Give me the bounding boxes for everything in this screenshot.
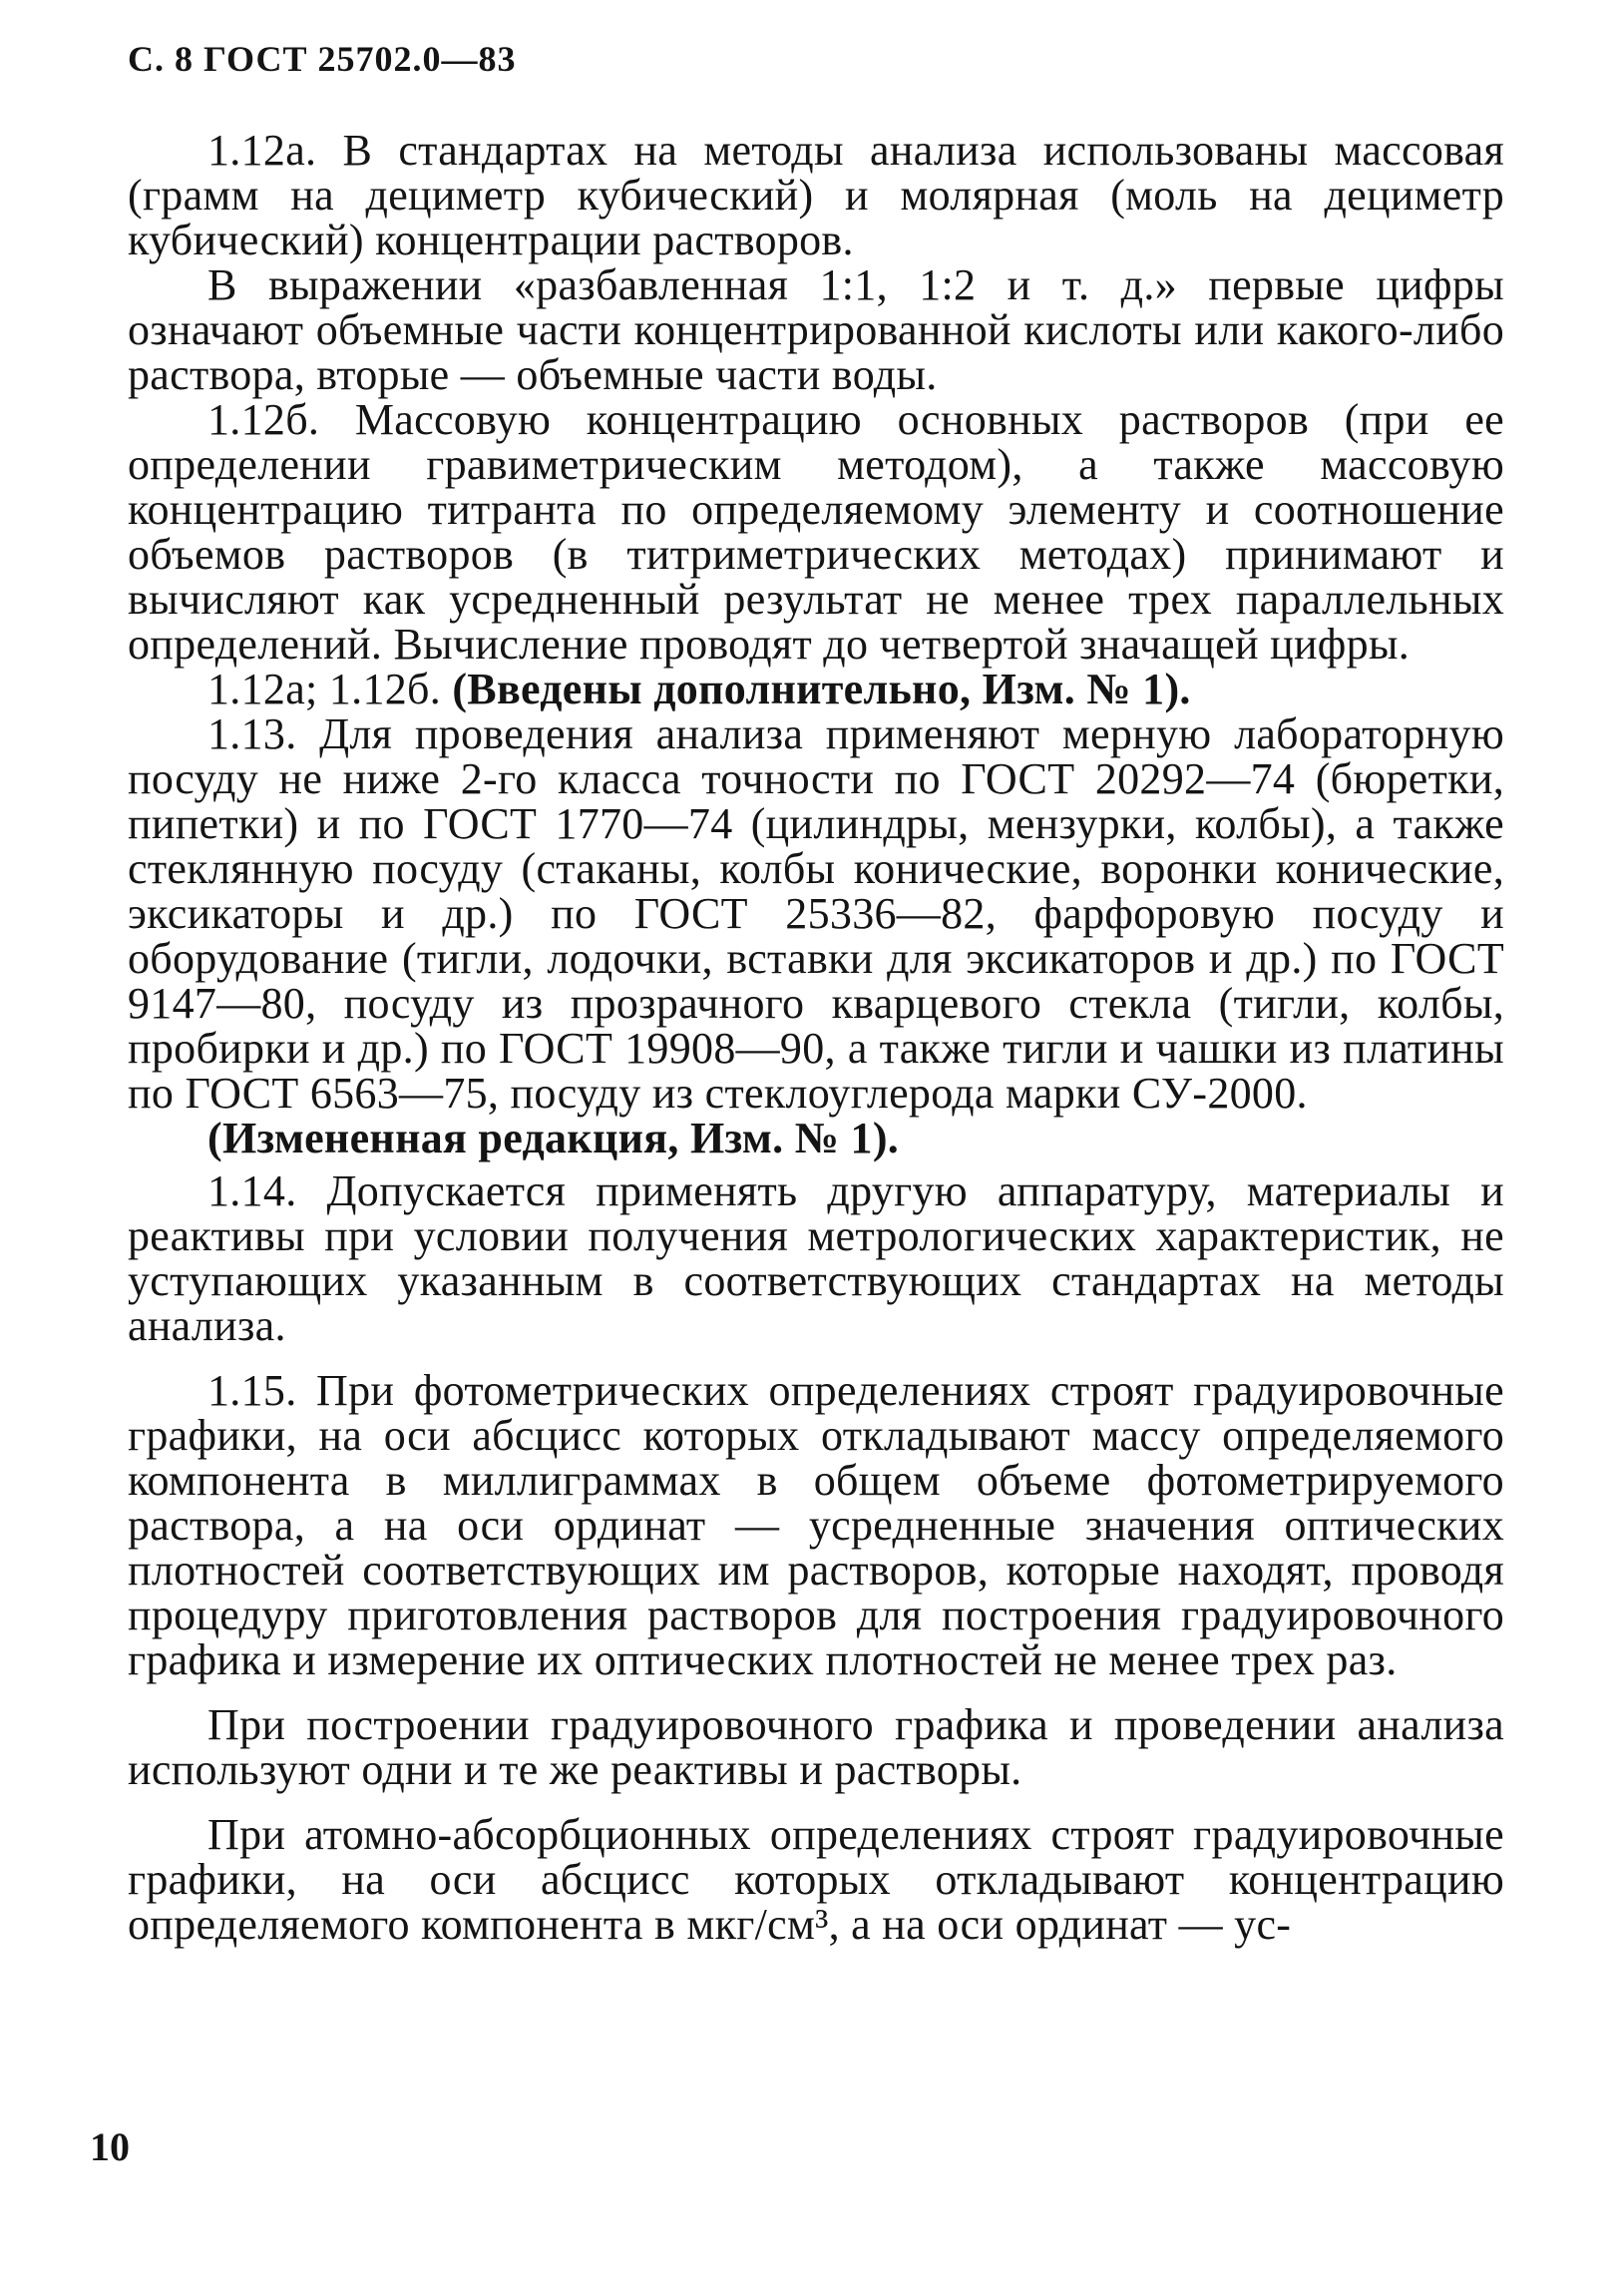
amendment-note-1-bold: (Введены дополнительно, Изм. № 1). <box>452 665 1191 713</box>
amendment-note-1 <box>128 667 1504 711</box>
paragraph-same-reagents: При построении градуировочного графика и проведении анализа используют одни и те же реактивы и растворы. <box>128 1700 1504 1794</box>
amendment-note-2: (Измененная редакция, Изм. № 1). <box>207 1114 900 1162</box>
page-header: С. 8 ГОСТ 25702.0—83 <box>128 39 517 79</box>
page-number: 10 <box>90 2124 130 2169</box>
paragraph-1-12a: 1.12а. В стандартах на методы анализа использованы массовая (грамм на дециметр кубический) и молярная (моль на дециметр кубический) концентрации растворов. <box>128 126 1504 264</box>
document-body <box>128 128 1504 1947</box>
paragraph-1-13: 1.13. Для проведения анализа применяют мерную лабораторную посуду не ниже 2-го класса точности по ГОСТ 20292—74 (бюретки, пипетки) и по ГОСТ 1770—74 (цилиндры, мензурки, колбы), а также стеклянную посуду (стаканы, колбы конические, воронки конические, эксикаторы и др.) по ГОСТ 25336—82, фарфоровую посуду и оборудование (тигли, лодочки, вставки для эксикаторов и др.) по ГОСТ 9147—80, посуду из прозрачного кварцевого стекла (тигли, колбы, пробирки и др.) по ГОСТ 19908—90, а также тигли и чашки из платины по ГОСТ 6563—75, посуду из стеклоуглерода марки СУ-2000. <box>128 709 1504 1118</box>
paragraph-dilution: В выражении «разбавленная 1:1, 1:2 и т. д.» первые цифры означают объемные части концентрированной кислоты или какого-либо раствора, вторые — объемные части воды. <box>128 260 1504 399</box>
paragraph-1-12b: 1.12б. Массовую концентрацию основных растворов (при ее определении гравиметрическим методом), а также массовую концентрацию титранта по определяемому элементу и соотношение объемов растворов (в титриметрических методах) принимают и вычисляют как усредненный результат не менее трех параллельных определений. Вычисление проводят до четвертой значащей цифры. <box>128 395 1504 669</box>
paragraph-1-15: 1.15. При фотометрических определениях строят градуировочные графики, на оси абсцисс которых откладывают массу определяемого компонента в миллиграммах в общем объеме фотометрируемого раствора, а на оси ординат — усредненные значения оптических плотностей соответствующих им растворов, которые находят, проводя процедуру приготовления растворов для построения градуировочного графика и измерение их оптических плотностей не менее трех раз. <box>128 1366 1504 1684</box>
amendment-note-1-prefix: 1.12а; 1.12б. <box>207 665 453 713</box>
paragraph-atomic-absorption: При атомно-абсорбционных определениях строят градуировочные графики, на оси абсцисс которых откладывают концентрацию определяемого компонента в мкг/см³, а на оси ординат — ус- <box>128 1810 1504 1949</box>
paragraph-1-14: 1.14. Допускается применять другую аппаратуру, материалы и реактивы при условии получения метрологических характеристик, не уступающих указанным в соответствующих стандартах на методы анализа. <box>128 1166 1504 1350</box>
